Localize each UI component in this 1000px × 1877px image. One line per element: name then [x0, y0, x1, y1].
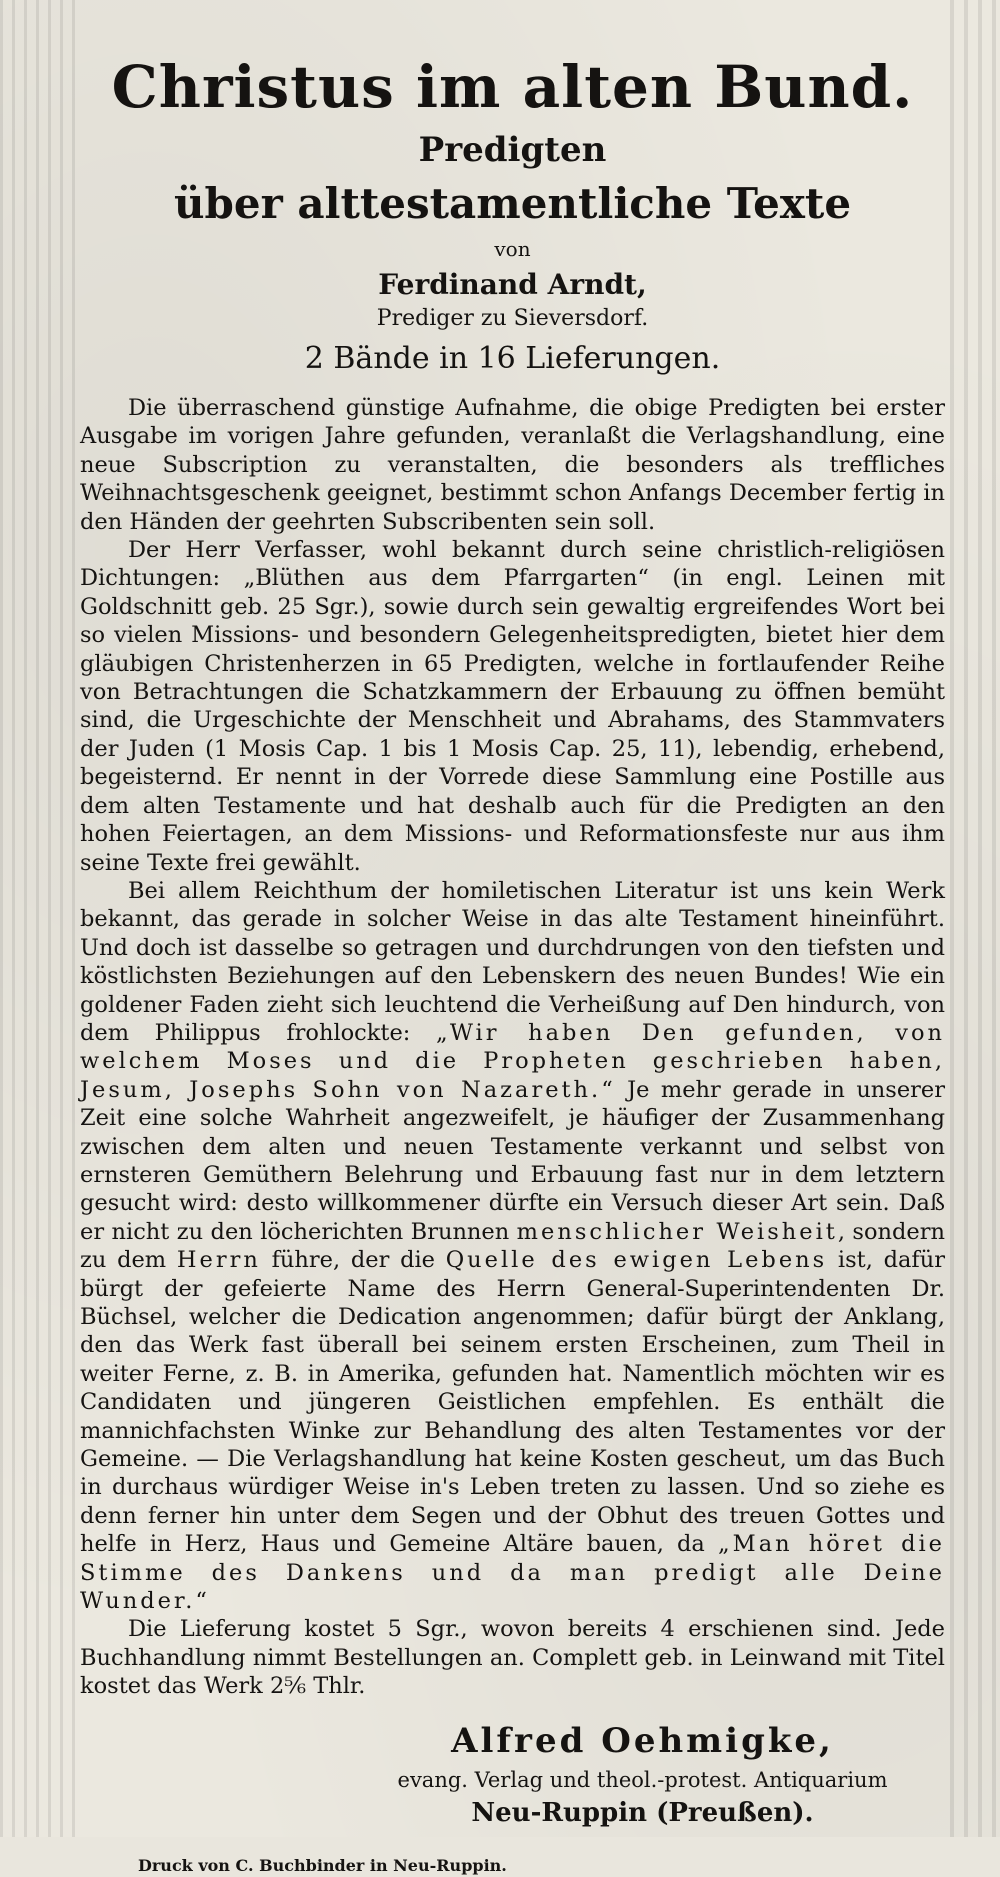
page-title: Christus im alten Bund.	[111, 53, 914, 121]
paragraph-3-part-a: Bei allem Reichthum der homiletischen Literatur ist uns kein Werk bekannt, das gerade in solcher Weise in das alte Testament hineinführt. Und doch ist dasselbe so getragen und durchdrungen von den tiefsten und köstlichsten Beziehungen auf den Lebenskern des neuen Bundes! Wie ein goldener Faden zieht sich leuchtend die Verheißung auf Den hindurch, von dem Philippus frohlockte:	[80, 877, 945, 1046]
paragraph-4: Die Lieferung kostet 5 Sgr., wovon bereits 4 erschienen sind. Jede Buchhandlung nimmt Bestellungen an. Complett geb. in Leinwand mit Titel kostet das Werk 2⅚ Thlr.	[80, 1616, 945, 1700]
volumes-info: 2 Bände in 16 Lieferungen.	[304, 341, 721, 376]
paragraph-1: Die überraschend günstige Aufnahme, die obige Predigten bei erster Ausgabe im vorigen Jahre gefunden, veranlaßt die Verlagshandlung, eine neue Subscription zu veranstalten, die besonders als treffliches Weihnachtsgeschenk geeignet, bestimmt schon Anfangs December fertig in den Händen der geehrten Subscribenten sein soll.	[80, 395, 945, 535]
publisher-name: Alfred Oehmigke,	[451, 1720, 834, 1761]
author-name: Ferdinand Arndt,	[378, 268, 647, 301]
emphasis-herrn: Herrn	[176, 1247, 261, 1274]
quote-philippus: „Wir haben Den gefunden, von welchem Moses und die Propheten geschrieben haben, Jesum, Josephs Sohn von Nazareth.“	[80, 1019, 946, 1103]
paragraph-3	[80, 877, 945, 1616]
subtitle: Predigten	[418, 130, 607, 170]
paragraph-3-part-e: , sondern zu dem	[80, 1218, 945, 1274]
paragraph-3-part-g: führe, der die	[260, 1247, 446, 1274]
emphasis-quelle: Quelle des ewigen Lebens	[445, 1247, 828, 1274]
advertisement-sheet	[80, 52, 945, 1877]
bleed-through-left	[0, 0, 80, 1837]
bleed-through-right	[950, 0, 1000, 1837]
paragraph-2: Der Herr Verfasser, wohl bekannt durch seine christlich-religiösen Dichtungen: „Blüthen aus dem Pfarrgarten“ (in engl. Leinen mit Goldschnitt geb. 25 Sgr.), sowie durch sein gewaltig ergreifendes Wort bei so vielen Missions- und besondern Gelegenheitspredigten, bietet hier dem gläubigen Christenherzen in 65 Predigten, welche in fortlaufender Reihe von Betrachtungen die Schatzkammern der Erbauung zu öffnen bemüht sind, die Urgeschichte der Menschheit und Abrahams, des Stammvaters der Juden (1 Mosis Cap. 1 bis 1 Mosis Cap. 25, 11), lebendig, erhebend, begeisternd. Er nennt in der Vorrede diese Sammlung eine Postille aus dem alten Testamente und hat deshalb auch für die Predigten an den hohen Feiertagen, an dem Missions- und Reformationsfeste nur aus ihm seine Texte frei gewählt.	[80, 537, 945, 876]
author-role: Prediger zu Sieversdorf.	[376, 306, 649, 331]
paragraph-3-part-i: ist, dafür bürgt der gefeierte Name des Herrn General-Superintendenten Dr. Büchsel, welcher die Dedication angenommen; dafür bürgt der Anklang, den das Werk fast überall bei seinem ersten Erscheinen, zum Theil in weiter Ferne, z. B. in Amerika, gefunden hat. Namentlich möchten wir es Candidaten und jüngeren Geistlichen empfehlen. Es enthält die mannichfachsten Winke zur Behandlung des alten Testamentes vor der Gemeine. — Die Verlagshandlung hat keine Kosten gescheut, um das Buch in durchaus würdiger Weise in's Leben treten zu lassen. Und so ziehe es denn ferner hin unter dem Segen und der Obhut des treuen Gottes und helfe in Herz, Haus und Gemeine Altäre bauen, da	[80, 1247, 945, 1558]
publisher-description: evang. Verlag und theol.-protest. Antiquarium	[397, 1767, 888, 1792]
printer-imprint: Druck von C. Buchbinder in Neu-Ruppin.	[138, 1855, 507, 1875]
publisher-block	[340, 1719, 945, 1831]
by-label: von	[494, 237, 531, 261]
emphasis-weisheit: menschlicher Weisheit	[516, 1218, 838, 1245]
publisher-place: Neu-Ruppin (Preußen).	[471, 1797, 814, 1828]
subtitle-texts: über alttestamentliche Texte	[173, 179, 852, 228]
quote-psalm: „Man höret die Stimme des Dankens und da man predigt alle Deine Wunder.“	[80, 1531, 945, 1615]
paragraph-3-part-c: Je mehr gerade in unserer Zeit eine solche Wahrheit angezweifelt, je häufiger der Zusammenhang zwischen dem alten und neuen Testamente verkannt und selbst von ernsteren Gemüthern Belehrung und Erbauung fast nur in dem letztern gesucht wird: desto willkommener dürfte ein Versuch dieser Art sein. Daß er nicht zu den löcherichten Brunnen	[80, 1076, 945, 1245]
